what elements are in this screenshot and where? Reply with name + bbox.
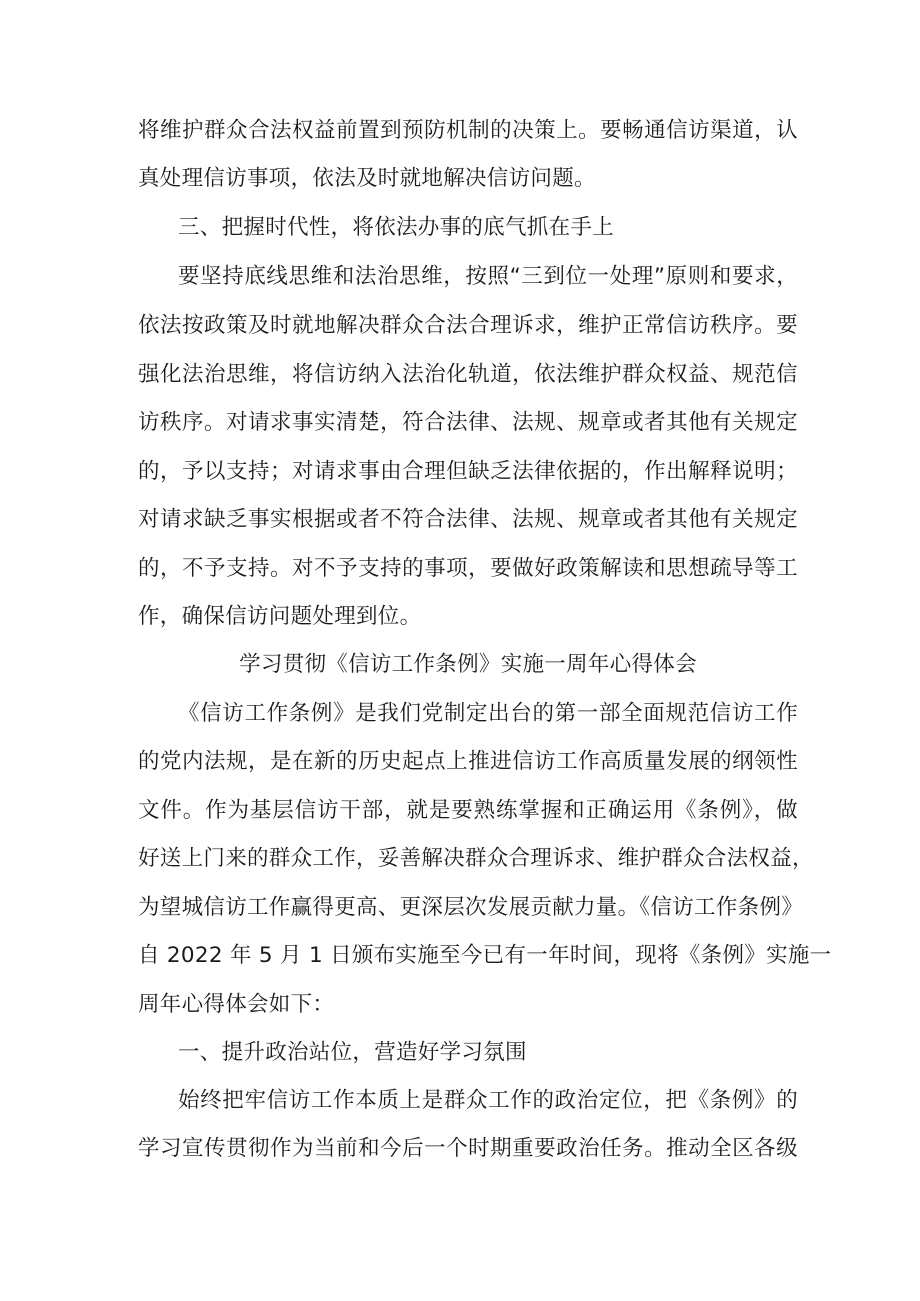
text-line: 要坚持底线思维和法治思维，按照“三到位一处理”原则和要求， (178, 264, 798, 289)
section-heading: 三、把握时代性，将依法办事的底气抓在手上 (178, 215, 615, 240)
text-line: 的，予以支持；对请求事由合理但缺乏法律依据的，作出解释说明； (138, 459, 798, 484)
article-title: 学习贯彻《信访工作条例》实施一周年心得体会 (239, 652, 697, 677)
text-line: 真处理信访事项，依法及时就地解决信访问题。 (138, 166, 596, 191)
text-line: 学习宣传贯彻作为当前和今后一个时期重要政治任务。推动全区各级 (138, 1136, 798, 1161)
text-line: 作，确保信访问题处理到位。 (138, 604, 422, 629)
text-line: 依法按政策及时就地解决群众合法合理诉求，维护正常信访秩序。要 (138, 313, 798, 338)
text-line: 《信访工作条例》是我们党制定出台的第一部全面规范信访工作 (178, 701, 798, 726)
text-line: 访秩序。对请求事实清楚，符合法律、法规、规章或者其他有关规定 (138, 410, 798, 435)
text-line: 自 2022 年 5 月 1 日颁布实施至今已有一年时间，现将《条例》实施一 (138, 943, 832, 968)
text-line: 文件。作为基层信访干部，就是要熟练掌握和正确运用《条例》，做 (138, 798, 798, 823)
text-line: 始终把牢信访工作本质上是群众工作的政治定位，把《条例》的 (178, 1088, 798, 1113)
text-line: 的党内法规，是在新的历史起点上推进信访工作高质量发展的纲领性 (138, 749, 798, 774)
text-line: 好送上门来的群众工作，妥善解决群众合理诉求、维护群众合法权益， (138, 846, 814, 871)
text-line: 周年心得体会如下： (138, 992, 335, 1017)
text-line: 的，不予支持。对不予支持的事项，要做好政策解读和思想疏导等工 (138, 556, 798, 581)
section-heading: 一、提升政治站位，营造好学习氛围 (178, 1040, 527, 1065)
text-line: 对请求缺乏事实根据或者不符合法律、法规、规章或者其他有关规定 (138, 507, 798, 532)
text-line: 将维护群众合法权益前置到预防机制的决策上。要畅通信访渠道，认 (138, 118, 798, 143)
text-line: 为望城信访工作赢得更高、更深层次发展贡献力量。《信访工作条例》 (138, 895, 804, 920)
text-line: 强化法治思维，将信访纳入法治化轨道，依法维护群众权益、规范信 (138, 362, 798, 387)
